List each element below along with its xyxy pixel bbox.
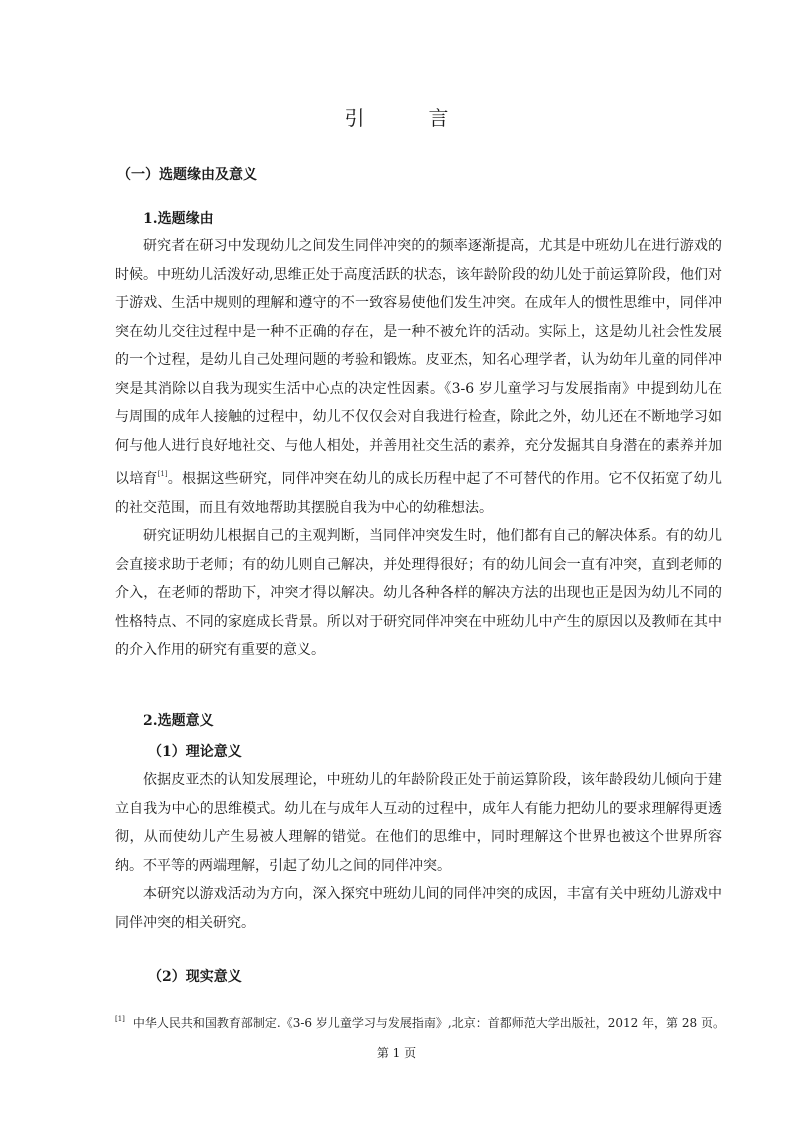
paragraph: 研究证明幼儿根据自己的主观判断，当同伴冲突发生时，他们都有自己的解决体系。有的幼儿会直接求助于老师；有的幼儿则自己解决，并处理得很好；有的幼儿间会一直有冲突，直到老师的介入，在老师的帮助下，冲突才得以解决。幼儿各种各样的解决方法的出现也正是因为幼儿不同的性格特点、不同的家庭成长背景。所以对于研究同伴冲突在中班幼儿中产生的原因以及教师在其中的介入作用的研究有重要的意义。 xyxy=(115,528,722,658)
paragraph-text: 研究者在研习中发现幼儿之间发生同伴冲突的的频率逐渐提高，尤其是中班幼儿在进行游戏的时候。中班幼儿活泼好动,思维正处于高度活跃的状态，该年龄阶段的幼儿处于前运算阶段，他们对于游戏、生活中规则的理解和遵守的不一致容易使他们发生冲突。在成年人的惯性思维中，同伴冲突在幼儿交往过程中是一种不正确的存在，是一种不被允许的活动。实际上，这是幼儿社会性发展的一个过程，是幼儿自己处理问题的考验和锻炼。皮亚杰，知名心理学者，认为幼年儿童的同伴冲突是其消除以自我为现实生活中心点的决定性因素。《3-6 岁儿童学习与发展指南》中提到幼儿在与周围的成年人接触的过程中，幼儿不仅仅会对自我进行检查，除此之外，幼儿还在不断地学习如何与他人进行良好地社交、与他人相处，并善用社交生活的素养，充分发掘其自身潜在的素养并加以培育 xyxy=(115,238,722,487)
footnote-mark: [1] xyxy=(115,1015,125,1023)
body-theory xyxy=(115,766,722,937)
paragraph: 本研究以游戏活动为方向，深入探究中班幼儿间的同伴冲突的成因，丰富有关中班幼儿游戏中同伴冲突的相关研究。 xyxy=(115,886,722,931)
page-title: 引 言 xyxy=(344,106,471,130)
subheading-theory: （1）理论意义 xyxy=(148,744,242,760)
footnote-text: 中华人民共和国教育部制定.《3-6 岁儿童学习与发展指南》,北京：首都师范大学出版社，2012 年，第 28 页。 xyxy=(132,1016,725,1030)
paragraph-text: 。根据这些研究，同伴冲突在幼儿的成长历程中起了不可替代的作用。它不仅拓宽了幼儿的社交范围，而且有效地帮助其摆脱自我为中心的幼稚想法。 xyxy=(115,471,723,516)
section-heading: （一）选题缘由及意义 xyxy=(117,167,257,183)
subsection-heading-significance: 2.选题意义 xyxy=(143,713,214,729)
paragraph xyxy=(115,232,722,522)
footnote-reference: [1] xyxy=(157,470,168,478)
footnote xyxy=(115,1014,725,1031)
paragraph: 依据皮亚杰的认知发展理论，中班幼儿的年龄阶段正处于前运算阶段，该年龄段幼儿倾向于建立自我为中心的思维模式。幼儿在与成年人互动的过程中，成年人有能力把幼儿的要求理解得更透彻，从而使幼儿产生易被人理解的错觉。在他们的思维中，同时理解这个世界也被这个世界所容纳。不平等的两端理解，引起了幼儿之间的同伴冲突。 xyxy=(115,772,722,874)
body-reason xyxy=(115,232,722,665)
subheading-practice: （2）现实意义 xyxy=(148,969,242,985)
subsection-heading-reason: 1.选题缘由 xyxy=(143,211,214,227)
page-number: 第 1 页 xyxy=(376,1046,417,1060)
